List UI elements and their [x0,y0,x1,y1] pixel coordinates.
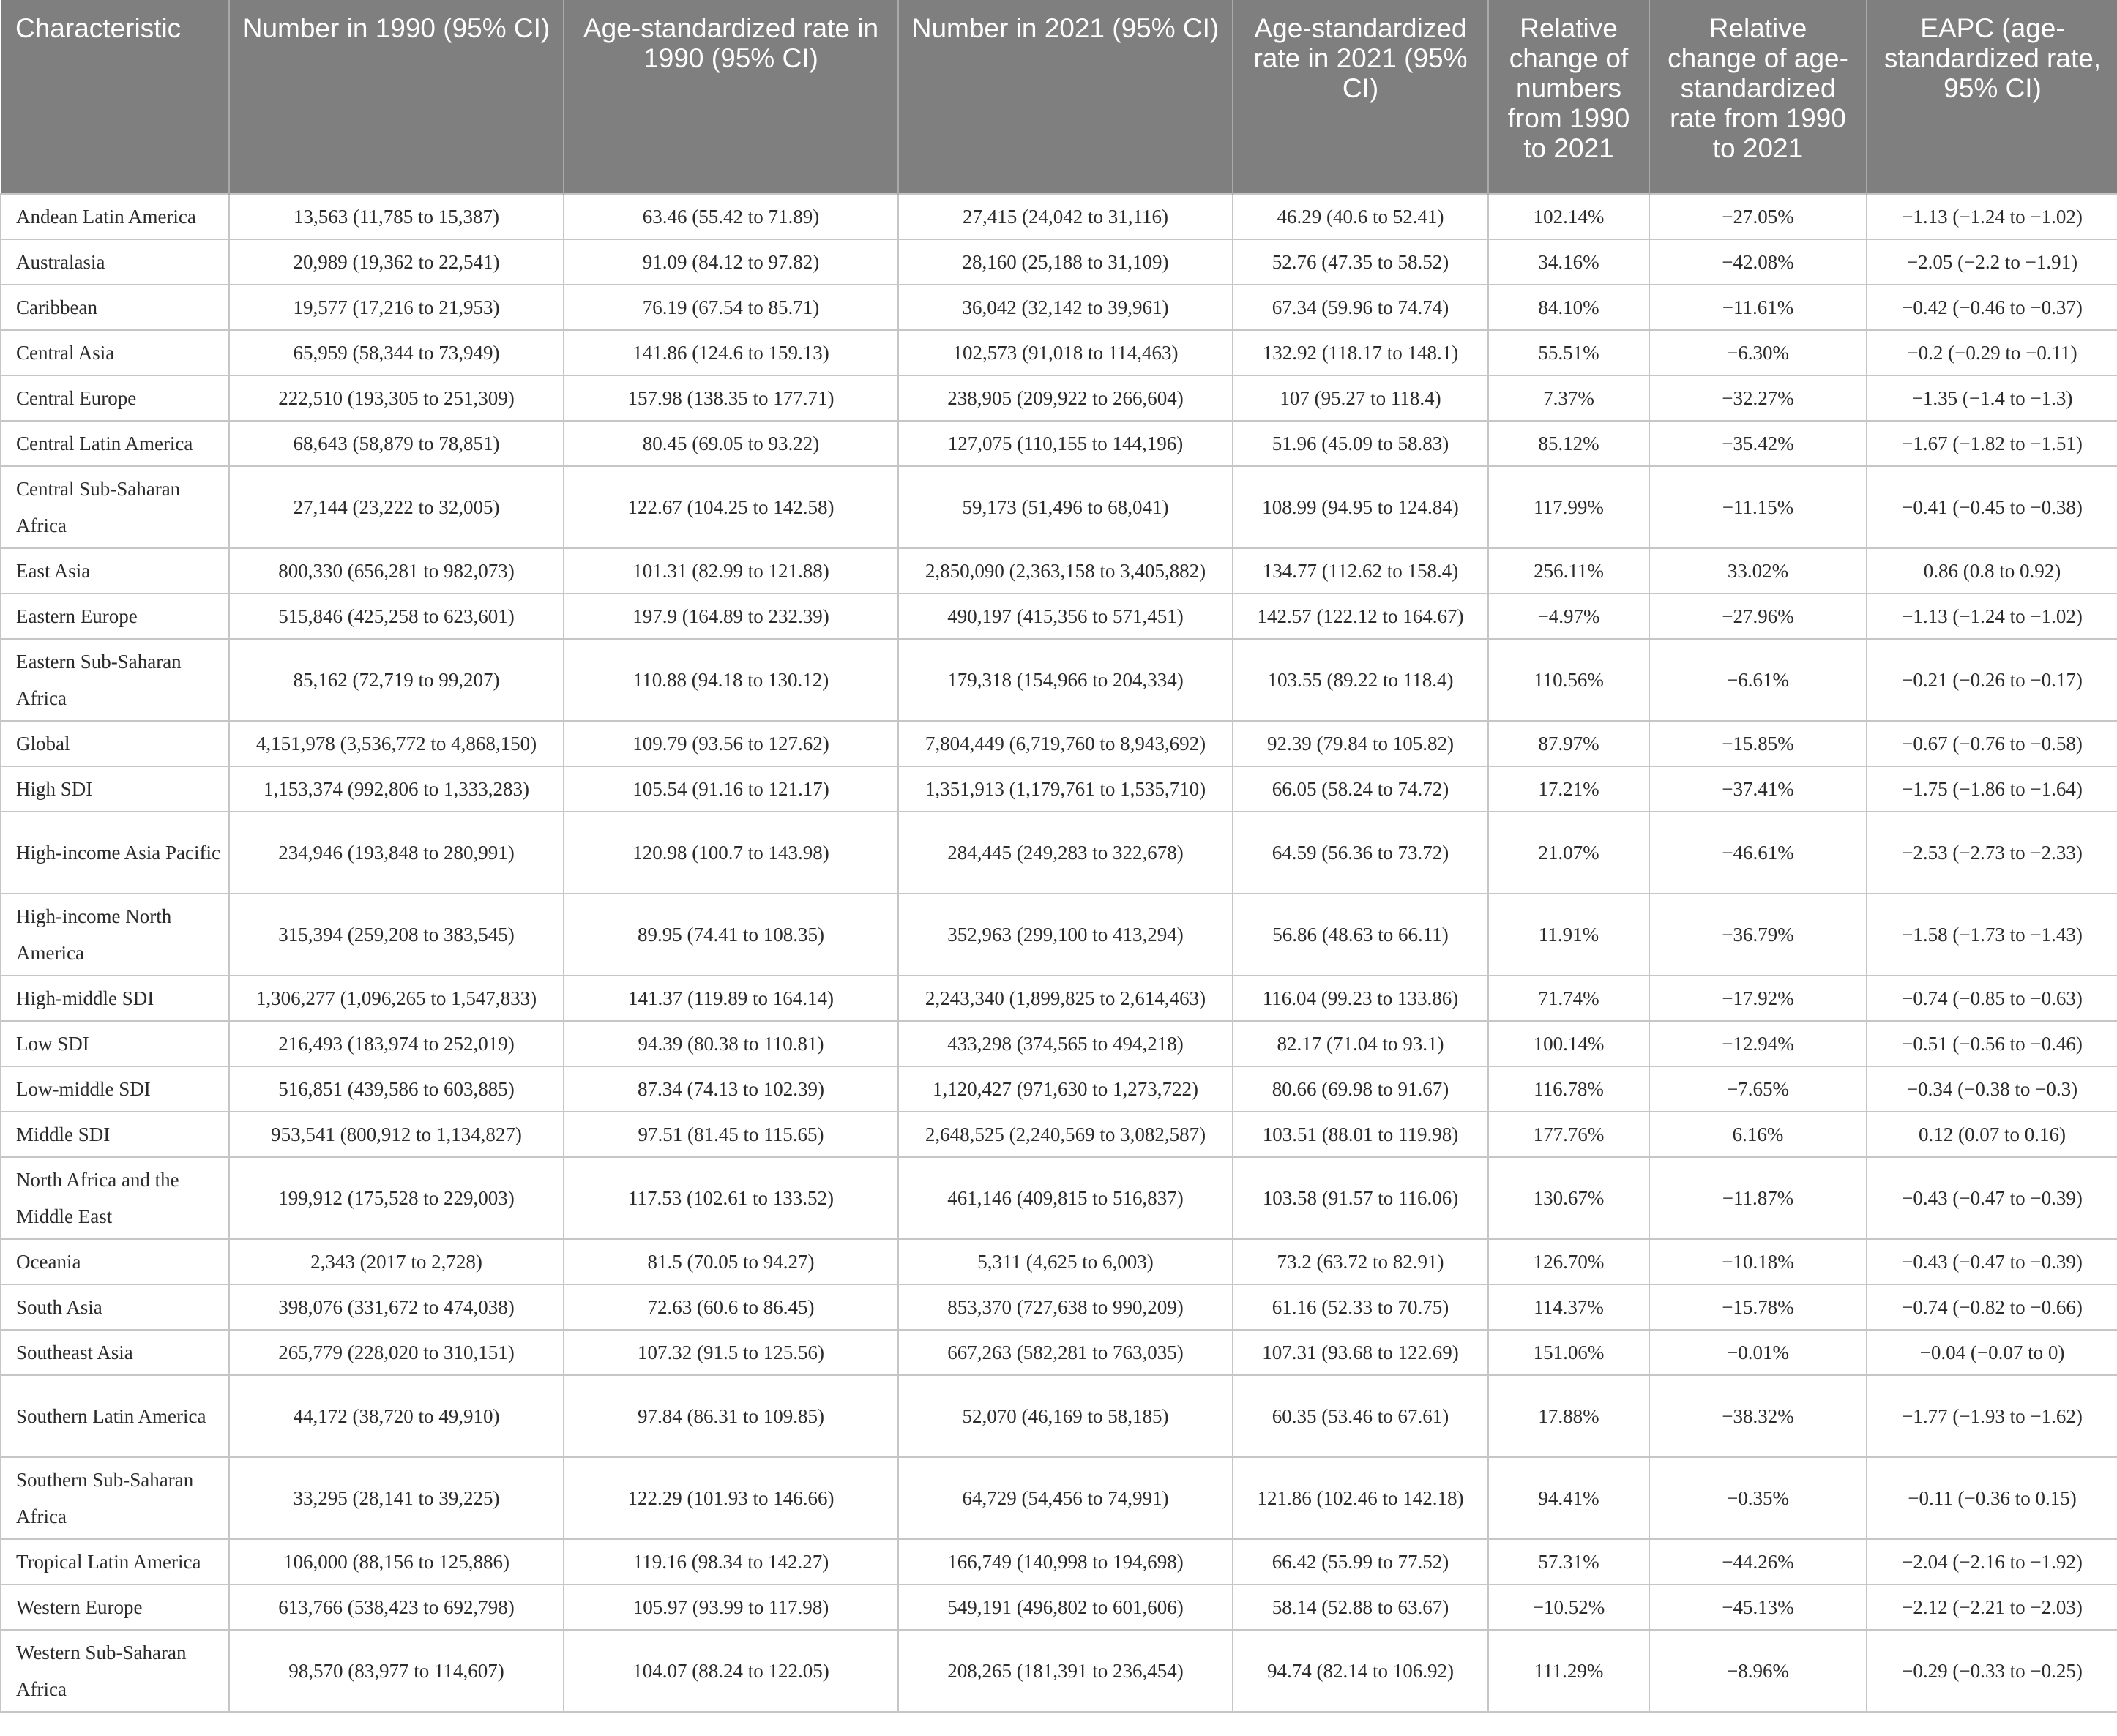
cell-number-1990: 800,330 (656,281 to 982,073) [229,548,564,594]
cell-relative-change-asr: −15.85% [1649,721,1867,766]
column-header: Age-standardized rate in 2021 (95% CI) [1233,0,1488,194]
cell-characteristic: High-middle SDI [1,976,229,1021]
cell-relative-change-number: 151.06% [1488,1330,1649,1375]
cell-characteristic: Southeast Asia [1,1330,229,1375]
cell-relative-change-number: 17.88% [1488,1375,1649,1457]
cell-asr-2021: 134.77 (112.62 to 158.4) [1233,548,1488,594]
cell-eapc: −0.51 (−0.56 to −0.46) [1867,1021,2117,1066]
cell-eapc: −1.75 (−1.86 to −1.64) [1867,766,2117,812]
cell-asr-1990: 109.79 (93.56 to 127.62) [564,721,898,766]
cell-eapc: −1.67 (−1.82 to −1.51) [1867,421,2117,466]
cell-number-2021: 127,075 (110,155 to 144,196) [898,421,1233,466]
cell-asr-2021: 116.04 (99.23 to 133.86) [1233,976,1488,1021]
cell-number-1990: 33,295 (28,141 to 39,225) [229,1457,564,1539]
cell-relative-change-asr: −44.26% [1649,1539,1867,1585]
column-header: Relative change of age-standardized rate from 1990 to 2021 [1649,0,1867,194]
cell-asr-1990: 107.32 (91.5 to 125.56) [564,1330,898,1375]
cell-asr-1990: 101.31 (82.99 to 121.88) [564,548,898,594]
cell-asr-2021: 67.34 (59.96 to 74.74) [1233,285,1488,330]
cell-relative-change-asr: −42.08% [1649,239,1867,285]
cell-asr-2021: 66.05 (58.24 to 74.72) [1233,766,1488,812]
cell-eapc: −2.53 (−2.73 to −2.33) [1867,812,2117,894]
cell-asr-1990: 117.53 (102.61 to 133.52) [564,1157,898,1239]
cell-relative-change-number: 11.91% [1488,894,1649,976]
cell-number-2021: 64,729 (54,456 to 74,991) [898,1457,1233,1539]
cell-relative-change-asr: −11.87% [1649,1157,1867,1239]
cell-number-1990: 65,959 (58,344 to 73,949) [229,330,564,375]
cell-relative-change-number: 34.16% [1488,239,1649,285]
cell-number-1990: 222,510 (193,305 to 251,309) [229,375,564,421]
table-row [1,1375,2117,1457]
cell-number-2021: 179,318 (154,966 to 204,334) [898,639,1233,721]
cell-relative-change-asr: 6.16% [1649,1112,1867,1157]
cell-eapc: −1.77 (−1.93 to −1.62) [1867,1375,2117,1457]
cell-asr-2021: 52.76 (47.35 to 58.52) [1233,239,1488,285]
cell-eapc: −1.13 (−1.24 to −1.02) [1867,594,2117,639]
cell-eapc: 0.86 (0.8 to 0.92) [1867,548,2117,594]
cell-characteristic: Tropical Latin America [1,1539,229,1585]
cell-number-1990: 1,153,374 (992,806 to 1,333,283) [229,766,564,812]
cell-eapc: −1.13 (−1.24 to −1.02) [1867,194,2117,239]
cell-asr-2021: 58.14 (52.88 to 63.67) [1233,1585,1488,1630]
cell-asr-2021: 94.74 (82.14 to 106.92) [1233,1630,1488,1712]
cell-characteristic: Southern Latin America [1,1375,229,1457]
cell-relative-change-asr: −35.42% [1649,421,1867,466]
cell-asr-2021: 66.42 (55.99 to 77.52) [1233,1539,1488,1585]
cell-asr-1990: 80.45 (69.05 to 93.22) [564,421,898,466]
cell-number-2021: 433,298 (374,565 to 494,218) [898,1021,1233,1066]
cell-relative-change-number: 57.31% [1488,1539,1649,1585]
cell-asr-2021: 56.86 (48.63 to 66.11) [1233,894,1488,976]
cell-characteristic: Low SDI [1,1021,229,1066]
cell-relative-change-asr: −36.79% [1649,894,1867,976]
cell-characteristic: Low-middle SDI [1,1066,229,1112]
table-row [1,375,2117,421]
cell-characteristic: High-income Asia Pacific [1,812,229,894]
table-row [1,1157,2117,1239]
table-row [1,421,2117,466]
cell-relative-change-number: 84.10% [1488,285,1649,330]
cell-relative-change-asr: −17.92% [1649,976,1867,1021]
cell-number-2021: 102,573 (91,018 to 114,463) [898,330,1233,375]
cell-number-2021: 667,263 (582,281 to 763,035) [898,1330,1233,1375]
cell-asr-2021: 121.86 (102.46 to 142.18) [1233,1457,1488,1539]
cell-number-2021: 1,120,427 (971,630 to 1,273,722) [898,1066,1233,1112]
table-row [1,239,2117,285]
cell-number-1990: 85,162 (72,719 to 99,207) [229,639,564,721]
cell-number-2021: 7,804,449 (6,719,760 to 8,943,692) [898,721,1233,766]
cell-characteristic: Eastern Sub-Saharan Africa [1,639,229,721]
cell-characteristic: Australasia [1,239,229,285]
cell-number-1990: 315,394 (259,208 to 383,545) [229,894,564,976]
cell-eapc: −0.34 (−0.38 to −0.3) [1867,1066,2117,1112]
cell-eapc: −2.05 (−2.2 to −1.91) [1867,239,2117,285]
table-row [1,548,2117,594]
cell-characteristic: Southern Sub-Saharan Africa [1,1457,229,1539]
cell-number-2021: 208,265 (181,391 to 236,454) [898,1630,1233,1712]
header-row [1,0,2117,194]
table-row [1,1330,2117,1375]
cell-relative-change-number: −4.97% [1488,594,1649,639]
cell-eapc: −0.2 (−0.29 to −0.11) [1867,330,2117,375]
cell-characteristic: High SDI [1,766,229,812]
cell-number-1990: 27,144 (23,222 to 32,005) [229,466,564,548]
cell-number-2021: 36,042 (32,142 to 39,961) [898,285,1233,330]
cell-asr-1990: 97.51 (81.45 to 115.65) [564,1112,898,1157]
cell-number-1990: 613,766 (538,423 to 692,798) [229,1585,564,1630]
table-row [1,594,2117,639]
cell-number-2021: 352,963 (299,100 to 413,294) [898,894,1233,976]
cell-eapc: −1.35 (−1.4 to −1.3) [1867,375,2117,421]
cell-asr-2021: 132.92 (118.17 to 148.1) [1233,330,1488,375]
cell-asr-1990: 141.37 (119.89 to 164.14) [564,976,898,1021]
table-row [1,1630,2117,1712]
cell-relative-change-asr: −11.15% [1649,466,1867,548]
table-row [1,976,2117,1021]
cell-characteristic: Western Sub-Saharan Africa [1,1630,229,1712]
cell-asr-1990: 119.16 (98.34 to 142.27) [564,1539,898,1585]
cell-asr-2021: 46.29 (40.6 to 52.41) [1233,194,1488,239]
cell-relative-change-number: 85.12% [1488,421,1649,466]
cell-relative-change-number: 116.78% [1488,1066,1649,1112]
cell-asr-1990: 197.9 (164.89 to 232.39) [564,594,898,639]
table-row [1,1021,2117,1066]
cell-number-1990: 98,570 (83,977 to 114,607) [229,1630,564,1712]
cell-relative-change-number: 21.07% [1488,812,1649,894]
cell-number-2021: 238,905 (209,922 to 266,604) [898,375,1233,421]
cell-asr-1990: 104.07 (88.24 to 122.05) [564,1630,898,1712]
cell-asr-1990: 105.54 (91.16 to 121.17) [564,766,898,812]
cell-number-2021: 52,070 (46,169 to 58,185) [898,1375,1233,1457]
cell-eapc: −1.58 (−1.73 to −1.43) [1867,894,2117,976]
table-row [1,766,2117,812]
cell-eapc: −0.74 (−0.82 to −0.66) [1867,1284,2117,1330]
cell-asr-1990: 141.86 (124.6 to 159.13) [564,330,898,375]
column-header: Characteristic [1,0,229,194]
cell-relative-change-number: 114.37% [1488,1284,1649,1330]
cell-number-1990: 20,989 (19,362 to 22,541) [229,239,564,285]
cell-characteristic: Caribbean [1,285,229,330]
cell-characteristic: Middle SDI [1,1112,229,1157]
cell-asr-1990: 76.19 (67.54 to 85.71) [564,285,898,330]
cell-number-1990: 516,851 (439,586 to 603,885) [229,1066,564,1112]
cell-asr-1990: 122.67 (104.25 to 142.58) [564,466,898,548]
table-row [1,285,2117,330]
cell-number-1990: 13,563 (11,785 to 15,387) [229,194,564,239]
cell-relative-change-number: 110.56% [1488,639,1649,721]
cell-eapc: −2.04 (−2.16 to −1.92) [1867,1539,2117,1585]
cell-asr-1990: 87.34 (74.13 to 102.39) [564,1066,898,1112]
cell-number-1990: 398,076 (331,672 to 474,038) [229,1284,564,1330]
cell-asr-1990: 81.5 (70.05 to 94.27) [564,1239,898,1284]
table-row [1,330,2117,375]
cell-asr-2021: 73.2 (63.72 to 82.91) [1233,1239,1488,1284]
table-body [1,194,2117,1712]
cell-relative-change-number: 117.99% [1488,466,1649,548]
cell-number-1990: 265,779 (228,020 to 310,151) [229,1330,564,1375]
table-row [1,1539,2117,1585]
cell-characteristic: Oceania [1,1239,229,1284]
cell-eapc: −0.41 (−0.45 to −0.38) [1867,466,2117,548]
cell-eapc: −0.11 (−0.36 to 0.15) [1867,1457,2117,1539]
cell-number-2021: 27,415 (24,042 to 31,116) [898,194,1233,239]
cell-number-2021: 2,243,340 (1,899,825 to 2,614,463) [898,976,1233,1021]
table-row [1,194,2117,239]
cell-number-1990: 199,912 (175,528 to 229,003) [229,1157,564,1239]
cell-relative-change-number: 130.67% [1488,1157,1649,1239]
cell-number-2021: 2,648,525 (2,240,569 to 3,082,587) [898,1112,1233,1157]
cell-number-1990: 19,577 (17,216 to 21,953) [229,285,564,330]
cell-characteristic: Eastern Europe [1,594,229,639]
cell-relative-change-asr: −15.78% [1649,1284,1867,1330]
cell-number-1990: 216,493 (183,974 to 252,019) [229,1021,564,1066]
cell-characteristic: Western Europe [1,1585,229,1630]
cell-asr-2021: 108.99 (94.95 to 124.84) [1233,466,1488,548]
cell-asr-1990: 120.98 (100.7 to 143.98) [564,812,898,894]
cell-eapc: −0.29 (−0.33 to −0.25) [1867,1630,2117,1712]
cell-number-2021: 461,146 (409,815 to 516,837) [898,1157,1233,1239]
cell-number-1990: 234,946 (193,848 to 280,991) [229,812,564,894]
cell-asr-1990: 91.09 (84.12 to 97.82) [564,239,898,285]
cell-asr-2021: 107 (95.27 to 118.4) [1233,375,1488,421]
cell-characteristic: Central Latin America [1,421,229,466]
cell-asr-2021: 103.58 (91.57 to 116.06) [1233,1157,1488,1239]
cell-eapc: −0.67 (−0.76 to −0.58) [1867,721,2117,766]
cell-relative-change-number: 7.37% [1488,375,1649,421]
cell-asr-1990: 63.46 (55.42 to 71.89) [564,194,898,239]
cell-asr-2021: 60.35 (53.46 to 67.61) [1233,1375,1488,1457]
cell-characteristic: Global [1,721,229,766]
cell-asr-1990: 97.84 (86.31 to 109.85) [564,1375,898,1457]
cell-relative-change-asr: −27.96% [1649,594,1867,639]
cell-asr-1990: 94.39 (80.38 to 110.81) [564,1021,898,1066]
cell-asr-1990: 105.97 (93.99 to 117.98) [564,1585,898,1630]
cell-number-2021: 5,311 (4,625 to 6,003) [898,1239,1233,1284]
cell-characteristic: South Asia [1,1284,229,1330]
column-header: EAPC (age-standardized rate, 95% CI) [1867,0,2117,194]
cell-characteristic: Central Sub-Saharan Africa [1,466,229,548]
table-row [1,1112,2117,1157]
cell-relative-change-number: 126.70% [1488,1239,1649,1284]
cell-asr-2021: 82.17 (71.04 to 93.1) [1233,1021,1488,1066]
cell-relative-change-number: 111.29% [1488,1630,1649,1712]
cell-asr-2021: 107.31 (93.68 to 122.69) [1233,1330,1488,1375]
cell-relative-change-asr: −7.65% [1649,1066,1867,1112]
cell-relative-change-asr: −6.30% [1649,330,1867,375]
cell-characteristic: Central Asia [1,330,229,375]
cell-eapc: −0.42 (−0.46 to −0.37) [1867,285,2117,330]
column-header: Number in 2021 (95% CI) [898,0,1233,194]
cell-asr-1990: 157.98 (138.35 to 177.71) [564,375,898,421]
cell-number-2021: 166,749 (140,998 to 194,698) [898,1539,1233,1585]
table-row [1,1284,2117,1330]
cell-characteristic: Central Europe [1,375,229,421]
cell-relative-change-asr: −38.32% [1649,1375,1867,1457]
cell-number-1990: 68,643 (58,879 to 78,851) [229,421,564,466]
cell-asr-2021: 80.66 (69.98 to 91.67) [1233,1066,1488,1112]
cell-relative-change-number: 87.97% [1488,721,1649,766]
cell-number-1990: 953,541 (800,912 to 1,134,827) [229,1112,564,1157]
cell-eapc: −0.74 (−0.85 to −0.63) [1867,976,2117,1021]
cell-number-2021: 59,173 (51,496 to 68,041) [898,466,1233,548]
cell-number-2021: 490,197 (415,356 to 571,451) [898,594,1233,639]
cell-number-1990: 106,000 (88,156 to 125,886) [229,1539,564,1585]
cell-relative-change-asr: −32.27% [1649,375,1867,421]
cell-number-1990: 4,151,978 (3,536,772 to 4,868,150) [229,721,564,766]
cell-asr-1990: 72.63 (60.6 to 86.45) [564,1284,898,1330]
cell-relative-change-asr: 33.02% [1649,548,1867,594]
cell-number-2021: 284,445 (249,283 to 322,678) [898,812,1233,894]
cell-asr-2021: 103.51 (88.01 to 119.98) [1233,1112,1488,1157]
cell-asr-1990: 110.88 (94.18 to 130.12) [564,639,898,721]
table-row [1,894,2117,976]
table-row [1,1585,2117,1630]
cell-relative-change-number: 17.21% [1488,766,1649,812]
cell-relative-change-number: 102.14% [1488,194,1649,239]
cell-number-1990: 2,343 (2017 to 2,728) [229,1239,564,1284]
cell-eapc: −2.12 (−2.21 to −2.03) [1867,1585,2117,1630]
cell-characteristic: North Africa and the Middle East [1,1157,229,1239]
cell-eapc: 0.12 (0.07 to 0.16) [1867,1112,2117,1157]
cell-relative-change-asr: −11.61% [1649,285,1867,330]
cell-asr-2021: 61.16 (52.33 to 70.75) [1233,1284,1488,1330]
cell-relative-change-asr: −27.05% [1649,194,1867,239]
cell-relative-change-asr: −37.41% [1649,766,1867,812]
table-row [1,721,2117,766]
column-header: Relative change of numbers from 1990 to 2021 [1488,0,1649,194]
cell-characteristic: High-income North America [1,894,229,976]
cell-relative-change-asr: −6.61% [1649,639,1867,721]
cell-number-2021: 1,351,913 (1,179,761 to 1,535,710) [898,766,1233,812]
column-header: Age-standardized rate in 1990 (95% CI) [564,0,898,194]
cell-number-2021: 2,850,090 (2,363,158 to 3,405,882) [898,548,1233,594]
cell-characteristic: East Asia [1,548,229,594]
table-row [1,812,2117,894]
cell-relative-change-number: −10.52% [1488,1585,1649,1630]
cell-asr-1990: 89.95 (74.41 to 108.35) [564,894,898,976]
cell-number-1990: 1,306,277 (1,096,265 to 1,547,833) [229,976,564,1021]
cell-relative-change-number: 100.14% [1488,1021,1649,1066]
column-header: Number in 1990 (95% CI) [229,0,564,194]
cell-relative-change-asr: −10.18% [1649,1239,1867,1284]
cell-relative-change-number: 94.41% [1488,1457,1649,1539]
cell-asr-2021: 64.59 (56.36 to 73.72) [1233,812,1488,894]
table-row [1,466,2117,548]
cell-relative-change-asr: −0.01% [1649,1330,1867,1375]
table-row [1,1066,2117,1112]
cell-asr-2021: 92.39 (79.84 to 105.82) [1233,721,1488,766]
cell-relative-change-asr: −46.61% [1649,812,1867,894]
cell-number-2021: 28,160 (25,188 to 31,109) [898,239,1233,285]
cell-relative-change-number: 71.74% [1488,976,1649,1021]
cell-relative-change-asr: −45.13% [1649,1585,1867,1630]
cell-number-2021: 853,370 (727,638 to 990,209) [898,1284,1233,1330]
cell-eapc: −0.04 (−0.07 to 0) [1867,1330,2117,1375]
cell-relative-change-asr: −12.94% [1649,1021,1867,1066]
cell-characteristic: Andean Latin America [1,194,229,239]
cell-relative-change-asr: −8.96% [1649,1630,1867,1712]
cell-number-1990: 44,172 (38,720 to 49,910) [229,1375,564,1457]
table-row [1,639,2117,721]
cell-eapc: −0.21 (−0.26 to −0.17) [1867,639,2117,721]
cell-asr-2021: 142.57 (122.12 to 164.67) [1233,594,1488,639]
cell-eapc: −0.43 (−0.47 to −0.39) [1867,1239,2117,1284]
cell-number-1990: 515,846 (425,258 to 623,601) [229,594,564,639]
cell-number-2021: 549,191 (496,802 to 601,606) [898,1585,1233,1630]
cell-eapc: −0.43 (−0.47 to −0.39) [1867,1157,2117,1239]
cell-asr-2021: 103.55 (89.22 to 118.4) [1233,639,1488,721]
cell-asr-1990: 122.29 (101.93 to 146.66) [564,1457,898,1539]
table-row [1,1457,2117,1539]
table-row [1,1239,2117,1284]
cell-relative-change-number: 256.11% [1488,548,1649,594]
cell-relative-change-asr: −0.35% [1649,1457,1867,1539]
cell-relative-change-number: 55.51% [1488,330,1649,375]
cell-asr-2021: 51.96 (45.09 to 58.83) [1233,421,1488,466]
cell-relative-change-number: 177.76% [1488,1112,1649,1157]
